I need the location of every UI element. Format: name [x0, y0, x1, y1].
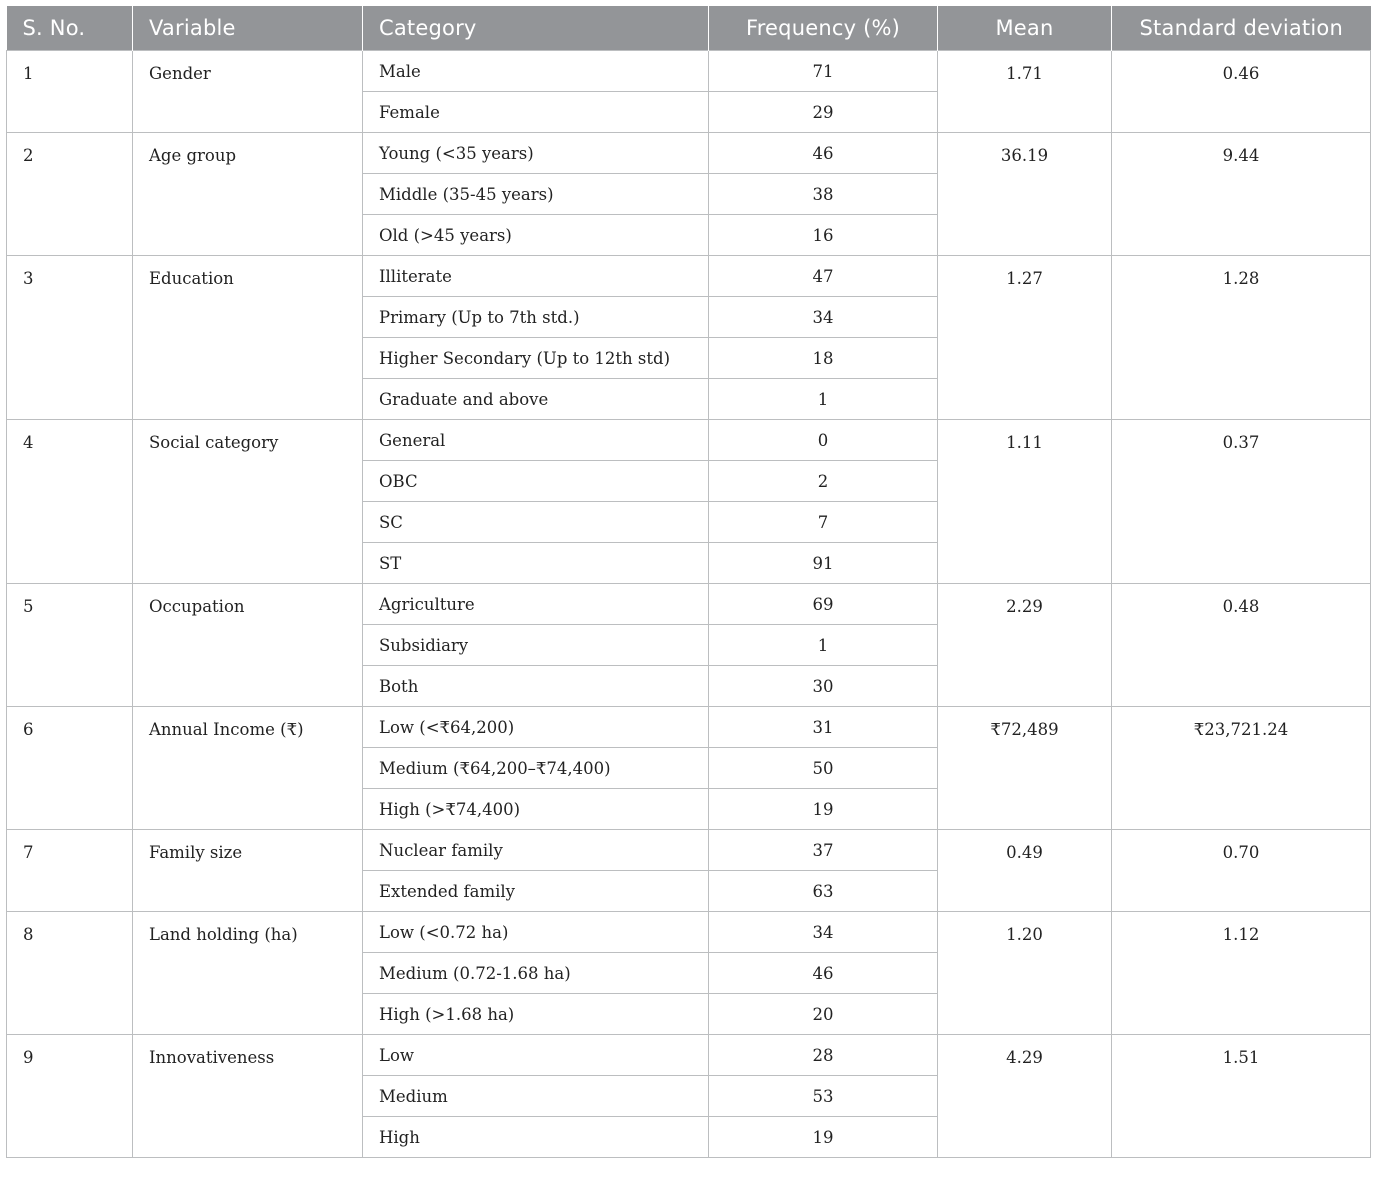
- category-cell: Medium (0.72-1.68 ha): [363, 953, 709, 994]
- mean-cell: 1.71: [938, 51, 1112, 133]
- category-cell: Low (<₹64,200): [363, 707, 709, 748]
- frequency-cell: 63: [709, 871, 938, 912]
- category-cell: Both: [363, 666, 709, 707]
- standard-deviation-cell: 0.46: [1112, 51, 1371, 133]
- category-cell: Medium (₹64,200–₹74,400): [363, 748, 709, 789]
- category-cell: Subsidiary: [363, 625, 709, 666]
- category-cell: Primary (Up to 7th std.): [363, 297, 709, 338]
- category-cell: Low: [363, 1035, 709, 1076]
- mean-cell: ₹72,489: [938, 707, 1112, 830]
- variable-cell: Land holding (ha): [133, 912, 363, 1035]
- standard-deviation-cell: 9.44: [1112, 133, 1371, 256]
- mean-cell: 1.27: [938, 256, 1112, 420]
- category-cell: Extended family: [363, 871, 709, 912]
- table-row: [7, 1035, 1371, 1076]
- table-row: [7, 830, 1371, 871]
- serial-number-cell: 4: [7, 420, 133, 584]
- frequency-cell: 7: [709, 502, 938, 543]
- standard-deviation-cell: 0.48: [1112, 584, 1371, 707]
- table-container: [6, 6, 1370, 1158]
- frequency-cell: 2: [709, 461, 938, 502]
- table-row: [7, 912, 1371, 953]
- respondent-profile-table: [6, 6, 1371, 1158]
- table-row: [7, 256, 1371, 297]
- category-cell: High (>1.68 ha): [363, 994, 709, 1035]
- variable-cell: Gender: [133, 51, 363, 133]
- header-standard-deviation: Standard deviation: [1112, 6, 1371, 51]
- serial-number-cell: 3: [7, 256, 133, 420]
- standard-deviation-cell: 1.28: [1112, 256, 1371, 420]
- table-header-row: [7, 6, 1371, 51]
- frequency-cell: 29: [709, 92, 938, 133]
- frequency-cell: 1: [709, 379, 938, 420]
- standard-deviation-cell: 1.12: [1112, 912, 1371, 1035]
- category-cell: High (>₹74,400): [363, 789, 709, 830]
- frequency-cell: 16: [709, 215, 938, 256]
- serial-number-cell: 5: [7, 584, 133, 707]
- category-cell: Higher Secondary (Up to 12th std): [363, 338, 709, 379]
- frequency-cell: 46: [709, 133, 938, 174]
- frequency-cell: 18: [709, 338, 938, 379]
- variable-cell: Age group: [133, 133, 363, 256]
- table-row: [7, 133, 1371, 174]
- frequency-cell: 38: [709, 174, 938, 215]
- frequency-cell: 19: [709, 1117, 938, 1158]
- frequency-cell: 31: [709, 707, 938, 748]
- frequency-cell: 69: [709, 584, 938, 625]
- frequency-cell: 28: [709, 1035, 938, 1076]
- category-cell: High: [363, 1117, 709, 1158]
- frequency-cell: 30: [709, 666, 938, 707]
- standard-deviation-cell: ₹23,721.24: [1112, 707, 1371, 830]
- serial-number-cell: 7: [7, 830, 133, 912]
- category-cell: Young (<35 years): [363, 133, 709, 174]
- serial-number-cell: 1: [7, 51, 133, 133]
- category-cell: Agriculture: [363, 584, 709, 625]
- header-variable: Variable: [133, 6, 363, 51]
- frequency-cell: 0: [709, 420, 938, 461]
- category-cell: OBC: [363, 461, 709, 502]
- mean-cell: 4.29: [938, 1035, 1112, 1158]
- table-row: [7, 584, 1371, 625]
- frequency-cell: 1: [709, 625, 938, 666]
- mean-cell: 0.49: [938, 830, 1112, 912]
- category-cell: Middle (35-45 years): [363, 174, 709, 215]
- frequency-cell: 47: [709, 256, 938, 297]
- frequency-cell: 46: [709, 953, 938, 994]
- frequency-cell: 37: [709, 830, 938, 871]
- header-s-no: S. No.: [7, 6, 133, 51]
- category-cell: ST: [363, 543, 709, 584]
- frequency-cell: 50: [709, 748, 938, 789]
- mean-cell: 1.11: [938, 420, 1112, 584]
- variable-cell: Annual Income (₹): [133, 707, 363, 830]
- header-frequency: Frequency (%): [709, 6, 938, 51]
- variable-cell: Education: [133, 256, 363, 420]
- frequency-cell: 53: [709, 1076, 938, 1117]
- frequency-cell: 91: [709, 543, 938, 584]
- frequency-cell: 19: [709, 789, 938, 830]
- category-cell: SC: [363, 502, 709, 543]
- header-mean: Mean: [938, 6, 1112, 51]
- frequency-cell: 34: [709, 297, 938, 338]
- mean-cell: 2.29: [938, 584, 1112, 707]
- frequency-cell: 71: [709, 51, 938, 92]
- variable-cell: Innovativeness: [133, 1035, 363, 1158]
- standard-deviation-cell: 0.37: [1112, 420, 1371, 584]
- serial-number-cell: 2: [7, 133, 133, 256]
- category-cell: Illiterate: [363, 256, 709, 297]
- category-cell: Low (<0.72 ha): [363, 912, 709, 953]
- header-category: Category: [363, 6, 709, 51]
- frequency-cell: 34: [709, 912, 938, 953]
- serial-number-cell: 8: [7, 912, 133, 1035]
- mean-cell: 1.20: [938, 912, 1112, 1035]
- category-cell: Nuclear family: [363, 830, 709, 871]
- mean-cell: 36.19: [938, 133, 1112, 256]
- table-row: [7, 707, 1371, 748]
- category-cell: General: [363, 420, 709, 461]
- category-cell: Old (>45 years): [363, 215, 709, 256]
- table-row: [7, 51, 1371, 92]
- serial-number-cell: 6: [7, 707, 133, 830]
- category-cell: Medium: [363, 1076, 709, 1117]
- variable-cell: Family size: [133, 830, 363, 912]
- category-cell: Graduate and above: [363, 379, 709, 420]
- variable-cell: Social category: [133, 420, 363, 584]
- standard-deviation-cell: 1.51: [1112, 1035, 1371, 1158]
- serial-number-cell: 9: [7, 1035, 133, 1158]
- category-cell: Male: [363, 51, 709, 92]
- variable-cell: Occupation: [133, 584, 363, 707]
- category-cell: Female: [363, 92, 709, 133]
- standard-deviation-cell: 0.70: [1112, 830, 1371, 912]
- table-body: [7, 51, 1371, 1158]
- table-row: [7, 420, 1371, 461]
- frequency-cell: 20: [709, 994, 938, 1035]
